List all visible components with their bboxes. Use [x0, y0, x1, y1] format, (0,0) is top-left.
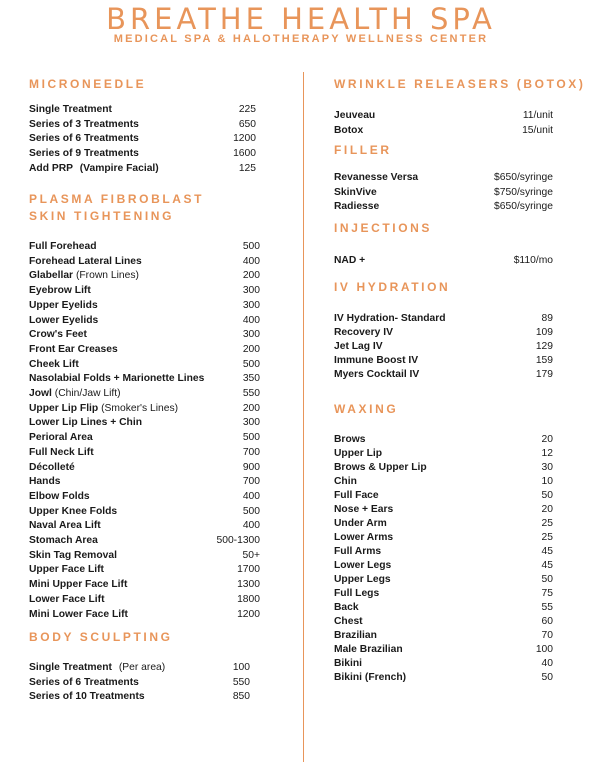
waxing-item-name: Brows & Upper Lip [334, 462, 427, 473]
waxing-item-name: Bikini (French) [334, 672, 407, 683]
body-sculpting-item [29, 691, 250, 702]
botox-item-price: 11/unit [522, 110, 553, 121]
microneedle-item-name: Single Treatment [29, 104, 112, 115]
waxing-item-price: 40 [541, 658, 553, 669]
plasma-item-name: Eyebrow Lift [29, 285, 91, 297]
iv-hydration-item-price: 179 [535, 369, 553, 380]
waxing-item-name: Lower Legs [334, 560, 392, 571]
waxing-item-name: Back [334, 602, 359, 613]
waxing-item-name: Lower Arms [334, 532, 394, 543]
plasma-item-name: Skin Tag Removal [29, 549, 117, 561]
plasma-item-price: 500 [242, 505, 260, 517]
filler-item [334, 187, 553, 198]
waxing-item-price: 12 [541, 448, 553, 459]
plasma-item [29, 270, 260, 281]
waxing-item-name: Chin [334, 476, 357, 487]
plasma-item [29, 594, 260, 605]
waxing-item-price: 25 [541, 518, 553, 529]
injections-item-price: $110/mo [513, 255, 553, 266]
plasma-item-name: Front Ear Creases [29, 343, 118, 355]
waxing-item [334, 560, 553, 571]
plasma-item-price: 400 [242, 520, 260, 532]
waxing-item [334, 630, 553, 641]
waxing-item [334, 672, 553, 683]
plasma-item-price: 350 [242, 373, 260, 385]
body-sculpting-item-name: Single Treatment [29, 662, 112, 673]
waxing-item-price: 60 [541, 616, 553, 627]
plasma-item-name: Crow's Feet [29, 329, 87, 341]
iv-hydration-item [334, 369, 553, 380]
plasma-item-price: 400 [242, 314, 260, 326]
plasma-item [29, 535, 260, 546]
waxing-item [334, 546, 553, 557]
iv-hydration-item-name: Immune Boost IV [334, 355, 419, 366]
waxing-item-name: Upper Lip [334, 448, 383, 459]
body-sculpting-item-name: Series of 6 Treatments [29, 676, 139, 688]
plasma-item [29, 344, 260, 355]
microneedle-item-name: Series of 6 Treatments [29, 133, 139, 145]
microneedle-item-price: 125 [238, 162, 256, 174]
waxing-item-price: 45 [541, 560, 553, 571]
plasma-item [29, 506, 260, 517]
filler-item-name: Revanesse Versa [334, 172, 419, 183]
waxing-item [334, 518, 553, 529]
plasma-item-price: 500 [242, 241, 260, 252]
iv-hydration-item-name: Jet Lag IV [334, 341, 383, 352]
plasma-item-price: 400 [242, 255, 260, 267]
plasma-item [29, 403, 260, 414]
waxing-item [334, 532, 553, 543]
plasma-item [29, 462, 260, 473]
waxing-item-name: Full Face [334, 490, 379, 501]
waxing-item-price: 20 [541, 504, 553, 515]
plasma-item-name: Cheek Lift [29, 358, 79, 370]
iv-hydration-heading: IV HYDRATION [334, 280, 451, 294]
plasma-item-price: 1800 [237, 593, 260, 605]
iv-hydration-item [334, 355, 553, 366]
waxing-item-price: 10 [541, 476, 553, 487]
waxing-heading: WAXING [334, 402, 399, 416]
body-sculpting-item [29, 677, 250, 688]
waxing-item [334, 616, 553, 627]
microneedle-item-price: 650 [238, 118, 256, 130]
body-sculpting-item-name: Series of 10 Treatments [29, 691, 145, 703]
waxing-item-price: 70 [541, 630, 553, 641]
plasma-item-name: Upper Knee Folds [29, 505, 118, 517]
waxing-item-name: Nose + Ears [334, 504, 394, 515]
plasma-item-name: Glabellar [29, 270, 74, 282]
plasma-item-note: (Smoker's Lines) [101, 402, 179, 414]
waxing-item-price: 75 [541, 588, 553, 599]
waxing-item [334, 448, 553, 459]
body-sculpting-item-price: 100 [232, 662, 250, 673]
plasma-item-price: 500 [242, 432, 260, 444]
plasma-item-name: Upper Face Lift [29, 564, 104, 576]
body-sculpting-item-note: (Per area) [118, 662, 166, 673]
microneedle-item [29, 133, 256, 144]
microneedle-item-note: (Vampire Facial) [79, 162, 159, 174]
plasma-item-name: Décolleté [29, 461, 75, 473]
waxing-item-name: Chest [334, 616, 363, 627]
plasma-item-name: Mini Upper Face Lift [29, 579, 128, 591]
plasma-item [29, 417, 260, 428]
iv-hydration-item-price: 89 [541, 313, 553, 324]
plasma-item [29, 285, 260, 296]
microneedle-item-price: 1600 [233, 148, 256, 160]
waxing-item-price: 25 [541, 532, 553, 543]
plasma-item-name: Lower Face Lift [29, 593, 105, 605]
botox-heading: WRINKLE RELEASERS (BOTOX) [334, 77, 586, 91]
plasma-item [29, 579, 260, 590]
plasma-item-price: 1700 [237, 564, 260, 576]
plasma-item-price: 400 [242, 490, 260, 502]
waxing-item-name: Brows [334, 434, 366, 445]
plasma-item-name: Naval Area Lift [29, 520, 101, 532]
plasma-item [29, 329, 260, 340]
plasma-item-name: Perioral Area [29, 432, 93, 444]
waxing-item-price: 50 [541, 490, 553, 501]
plasma-item [29, 550, 260, 561]
plasma-item-name: Lower Lip Lines + Chin [29, 417, 142, 429]
plasma-item [29, 564, 260, 575]
plasma-item-price: 550 [242, 388, 260, 399]
plasma-item-name: Hands [29, 476, 61, 488]
waxing-item-price: 50 [541, 672, 553, 683]
microneedle-item-price: 225 [238, 104, 256, 115]
plasma-item-name: Mini Lower Face Lift [29, 608, 128, 620]
plasma-item-name: Elbow Folds [29, 490, 90, 502]
waxing-item [334, 644, 553, 655]
waxing-item-name: Bikini [334, 658, 363, 669]
waxing-item [334, 504, 553, 515]
plasma-item-name: Upper Eyelids [29, 299, 98, 311]
waxing-item-name: Male Brazilian [334, 644, 403, 655]
plasma-item [29, 300, 260, 311]
plasma-item [29, 388, 260, 399]
filler-item-price: $650/syringe [494, 201, 553, 213]
microneedle-item-name: Add PRP [29, 162, 73, 174]
iv-hydration-item-price: 129 [535, 341, 553, 352]
microneedle-item-name: Series of 9 Treatments [29, 148, 139, 160]
waxing-item-price: 50 [541, 574, 553, 585]
waxing-item [334, 658, 553, 669]
plasma-item [29, 476, 260, 487]
iv-hydration-item-name: Myers Cocktail IV [334, 369, 420, 380]
microneedle-item [29, 163, 256, 174]
filler-item-price: $750/syringe [494, 186, 553, 198]
page-subtitle: MEDICAL SPA & HALOTHERAPY WELLNESS CENTER [113, 33, 489, 45]
waxing-item-name: Under Arm [334, 518, 387, 529]
body-sculpting-heading: BODY SCULPTING [29, 630, 173, 644]
body-sculpting-item-price: 850 [232, 691, 250, 703]
waxing-item [334, 476, 553, 487]
plasma-item-price: 300 [242, 285, 260, 297]
waxing-item [334, 574, 553, 585]
waxing-item-name: Upper Legs [334, 574, 391, 585]
iv-hydration-item-name: Recovery IV [334, 327, 393, 338]
plasma-item-price: 200 [242, 270, 260, 282]
plasma-item [29, 447, 260, 458]
plasma-item-name: Stomach Area [29, 535, 98, 546]
plasma-item [29, 432, 260, 443]
plasma-item [29, 315, 260, 326]
plasma-item-price: 300 [242, 417, 260, 429]
plasma-item-price: 200 [242, 343, 260, 355]
microneedle-item-price: 1200 [233, 133, 256, 145]
plasma-item-price: 1200 [237, 608, 260, 620]
plasma-item-name: Full Neck Lift [29, 446, 94, 458]
waxing-item [334, 588, 553, 599]
injections-item-name: NAD + [334, 255, 366, 266]
plasma-heading-line2: SKIN TIGHTENING [29, 209, 175, 223]
plasma-item-name: Lower Eyelids [29, 314, 99, 326]
iv-hydration-item [334, 341, 553, 352]
plasma-item-price: 700 [242, 446, 260, 458]
waxing-item-price: 100 [535, 644, 553, 655]
filler-item-name: SkinVive [334, 186, 377, 198]
waxing-item [334, 434, 553, 445]
plasma-item-price: 500-1300 [216, 535, 260, 546]
iv-hydration-item-price: 109 [535, 327, 553, 338]
waxing-item [334, 490, 553, 501]
waxing-item [334, 602, 553, 613]
waxing-item-price: 45 [541, 546, 553, 557]
iv-hydration-item-name: IV Hydration- Standard [334, 313, 446, 324]
microneedle-item [29, 148, 256, 159]
botox-item-name: Jeuveau [334, 110, 376, 121]
iv-hydration-item-price: 159 [535, 355, 553, 366]
iv-hydration-item [334, 327, 553, 338]
plasma-item-name: Upper Lip Flip [29, 402, 99, 414]
plasma-item-price: 50+ [242, 549, 260, 561]
plasma-item-price: 900 [242, 461, 260, 473]
plasma-item-name: Forehead Lateral Lines [29, 255, 142, 267]
botox-item [334, 110, 553, 121]
microneedle-item [29, 104, 256, 115]
plasma-item [29, 609, 260, 620]
plasma-item-price: 300 [242, 329, 260, 341]
microneedle-item-name: Series of 3 Treatments [29, 118, 139, 130]
plasma-heading-line1: PLASMA FIBROBLAST [29, 192, 205, 206]
plasma-item-name: Jowl [29, 388, 52, 399]
filler-item [334, 201, 553, 212]
page-title: BREATHE HEALTH SPA [106, 2, 496, 36]
waxing-item [334, 462, 553, 473]
plasma-item-name: Nasolabial Folds + Marionette Lines [29, 373, 205, 385]
waxing-item-name: Full Legs [334, 588, 380, 599]
waxing-item-price: 55 [541, 602, 553, 613]
waxing-item-name: Full Arms [334, 546, 382, 557]
botox-item-price: 15/unit [522, 124, 553, 136]
plasma-item-price: 200 [242, 402, 260, 414]
waxing-item-price: 20 [541, 434, 553, 445]
microneedle-item [29, 119, 256, 130]
botox-item-name: Botox [334, 124, 364, 136]
filler-item-price: $650/syringe [494, 172, 553, 183]
plasma-item-price: 700 [242, 476, 260, 488]
column-divider [303, 72, 304, 762]
body-sculpting-item [29, 662, 250, 673]
plasma-item [29, 241, 260, 252]
plasma-item [29, 373, 260, 384]
waxing-item-name: Brazilian [334, 630, 377, 641]
botox-item [334, 125, 553, 136]
plasma-item [29, 256, 260, 267]
plasma-item-note: (Chin/Jaw Lift) [54, 388, 121, 399]
body-sculpting-item-price: 550 [232, 676, 250, 688]
plasma-item [29, 359, 260, 370]
plasma-item-price: 1300 [237, 579, 260, 591]
plasma-item-price: 500 [242, 358, 260, 370]
injections-item [334, 255, 553, 266]
plasma-item [29, 520, 260, 531]
filler-item [334, 172, 553, 183]
microneedle-heading: MICRONEEDLE [29, 77, 147, 91]
plasma-item-note: (Frown Lines) [75, 270, 139, 282]
plasma-item-price: 300 [242, 299, 260, 311]
filler-item-name: Radiesse [334, 201, 380, 213]
filler-heading: FILLER [334, 143, 392, 157]
waxing-item-price: 30 [541, 462, 553, 473]
injections-heading: INJECTIONS [334, 221, 433, 235]
plasma-item [29, 491, 260, 502]
iv-hydration-item [334, 313, 553, 324]
plasma-item-name: Full Forehead [29, 241, 97, 252]
